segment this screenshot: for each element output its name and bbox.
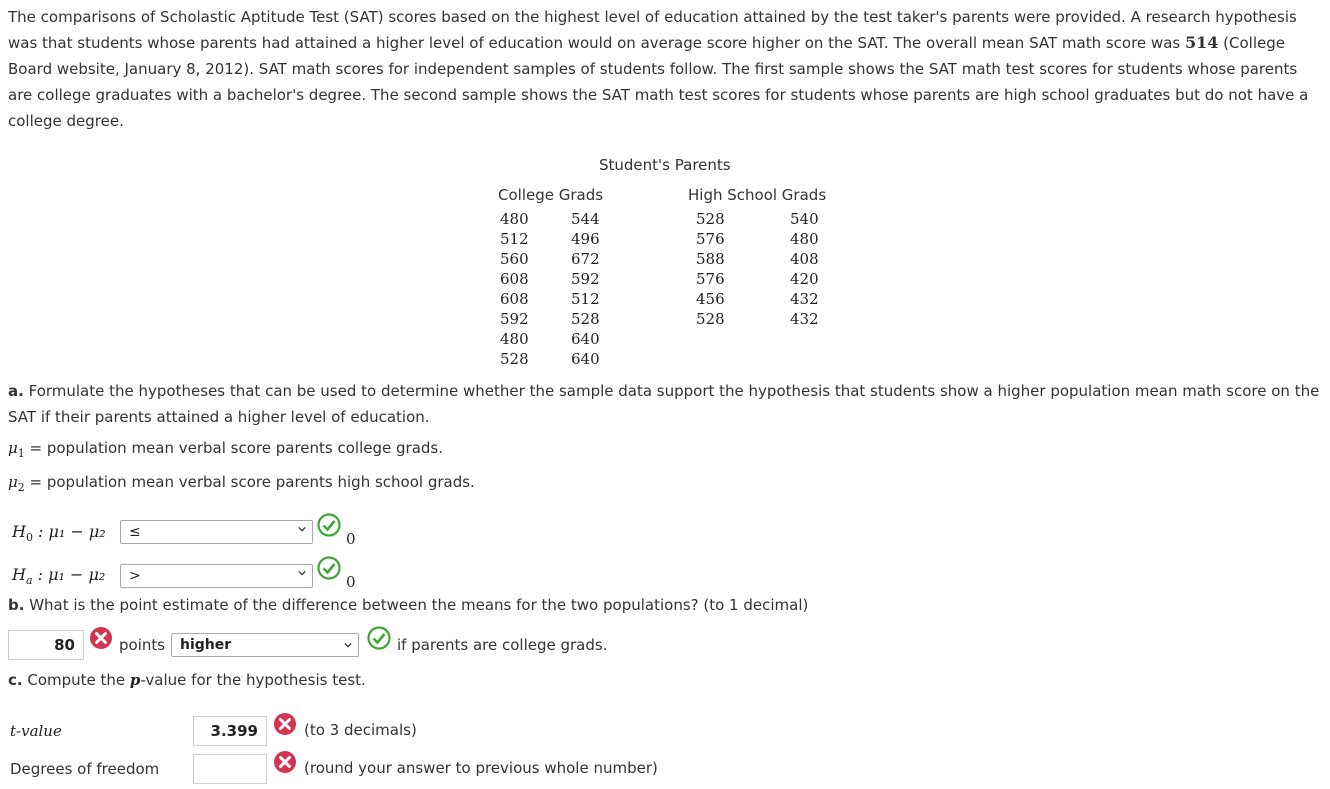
- part-a-question: [8, 378, 1324, 430]
- table-cell: 672: [571, 250, 600, 268]
- table-cell: 528: [696, 210, 725, 228]
- college-col-1: [500, 209, 529, 369]
- t-value-input[interactable]: 3.399: [193, 716, 267, 746]
- ha-subscript: a: [25, 574, 33, 588]
- table-cell: 432: [790, 310, 819, 328]
- mu1-subscript: 1: [17, 447, 25, 460]
- intro-text-end: (College Board website, January 8, 2012). SAT math scores for independent samples of students follow. The first sample shows the SAT math test scores for students whose parents are college graduates with a bachelor's degree. The second sample shows the SAT math test scores for students whose parents are high school graduates but do not have a college degree.: [8, 34, 1309, 130]
- part-c-text-start: Compute the: [22, 671, 130, 689]
- hs-col-1: [696, 209, 725, 329]
- college-grads-header: College Grads: [498, 186, 604, 204]
- table-cell: 480: [500, 210, 529, 228]
- incorrect-x-icon: [89, 626, 113, 650]
- correct-check-icon: [317, 513, 341, 537]
- college-col-2: [571, 209, 600, 369]
- point-estimate-input[interactable]: 80: [8, 630, 84, 660]
- part-c-label: c.: [8, 671, 23, 689]
- t-value-label: [10, 722, 62, 740]
- table-cell: 528: [696, 310, 725, 328]
- table-cell: 408: [790, 250, 819, 268]
- table-cell: 480: [790, 230, 819, 248]
- hs-col-2: [790, 209, 819, 329]
- overall-mean-value: 514: [1184, 33, 1219, 52]
- mu1-symbol: μ: [8, 439, 18, 457]
- h0-mu-diff: : μ₁ − μ₂: [32, 522, 106, 541]
- df-hint: (round your answer to previous whole number): [304, 759, 658, 777]
- hs-grads-header: High School Grads: [688, 186, 827, 204]
- table-cell: 588: [696, 250, 725, 268]
- chevron-down-icon: [344, 641, 352, 649]
- ha-select-value: >: [129, 568, 141, 584]
- ha-expression: [12, 565, 105, 587]
- table-cell: 576: [696, 230, 725, 248]
- intro-paragraph: [8, 4, 1322, 134]
- part-b-suffix: if parents are college grads.: [397, 636, 608, 654]
- direction-select-value: higher: [180, 637, 232, 653]
- points-label: points: [119, 636, 166, 654]
- df-label: Degrees of freedom: [10, 760, 160, 778]
- h0-select-value: ≤: [129, 524, 141, 540]
- mu2-definition: [8, 473, 475, 494]
- ha-mu-diff: : μ₁ − μ₂: [32, 565, 106, 584]
- table-cell: 528: [500, 350, 529, 368]
- table-cell: 576: [696, 270, 725, 288]
- mu1-definition: [8, 439, 443, 460]
- direction-select[interactable]: [171, 633, 359, 657]
- table-cell: 432: [790, 290, 819, 308]
- part-a-text: Formulate the hypotheses that can be used to determine whether the sample data support the hypothesis that students show a higher population mean math score on the SAT if their parents attained a higher level of education.: [8, 382, 1320, 426]
- chevron-down-icon: [298, 569, 306, 577]
- h0-relation-select[interactable]: [120, 520, 313, 544]
- t-value-hint: (to 3 decimals): [304, 721, 417, 739]
- table-caption: Student's Parents: [599, 156, 731, 174]
- table-cell: 592: [571, 270, 600, 288]
- part-b-label: b.: [8, 596, 25, 614]
- h0-value: 0: [346, 530, 356, 548]
- table-cell: 496: [571, 230, 600, 248]
- h0-expression: [12, 522, 106, 544]
- correct-check-icon: [367, 626, 391, 650]
- part-b-question: [8, 592, 1324, 618]
- table-cell: 512: [571, 290, 600, 308]
- table-cell: 560: [500, 250, 529, 268]
- table-cell: 544: [571, 210, 600, 228]
- part-c-text-end: -value for the hypothesis test.: [140, 671, 366, 689]
- table-cell: 512: [500, 230, 529, 248]
- h0-symbol: H: [12, 522, 26, 541]
- mu2-text: = population mean verbal score parents high school grads.: [24, 473, 475, 491]
- table-cell: 480: [500, 330, 529, 348]
- ha-relation-select[interactable]: [120, 564, 313, 588]
- table-cell: 608: [500, 270, 529, 288]
- incorrect-x-icon: [273, 712, 297, 736]
- table-cell: 640: [571, 350, 600, 368]
- correct-check-icon: [317, 556, 341, 580]
- degrees-of-freedom-input[interactable]: [193, 754, 267, 784]
- table-cell: 608: [500, 290, 529, 308]
- table-cell: 640: [571, 330, 600, 348]
- part-b-text: What is the point estimate of the difference between the means for the two populations? (to 1 decimal): [24, 596, 809, 614]
- table-cell: 540: [790, 210, 819, 228]
- table-cell: 528: [571, 310, 600, 328]
- mu1-text: = population mean verbal score parents college grads.: [24, 439, 443, 457]
- p-symbol: p: [129, 671, 141, 689]
- mu2-symbol: μ: [8, 473, 18, 491]
- ha-symbol: H: [12, 565, 26, 584]
- chevron-down-icon: [298, 525, 306, 533]
- mu2-subscript: 2: [17, 481, 25, 494]
- table-cell: 592: [500, 310, 529, 328]
- intro-text-start: The comparisons of Scholastic Aptitude Test (SAT) scores based on the highest level of education attained by the test taker's parents were provided. A research hypothesis was that students whose parents had attained a higher level of education would on average score higher on the SAT. The overall mean SAT math score was: [8, 8, 1297, 52]
- table-cell: 420: [790, 270, 819, 288]
- part-c-question: [8, 667, 1324, 693]
- part-a-label: a.: [8, 382, 24, 400]
- t-value-label-text: t-value: [10, 722, 62, 740]
- h0-subscript: 0: [25, 531, 33, 545]
- incorrect-x-icon: [273, 750, 297, 774]
- table-cell: 456: [696, 290, 725, 308]
- ha-value: 0: [346, 573, 356, 591]
